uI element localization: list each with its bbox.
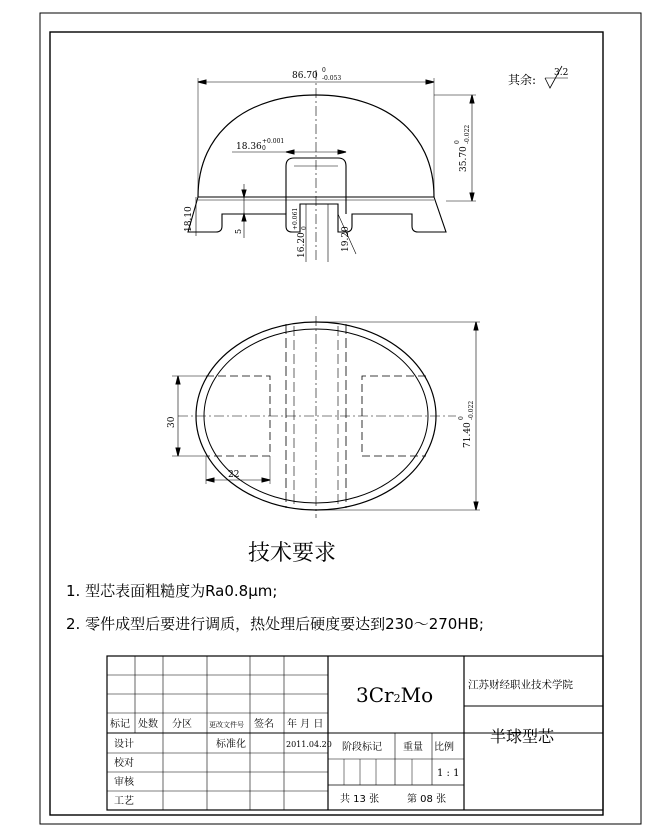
tb-school: 江苏财经职业技术学院: [468, 679, 573, 691]
dim-slot-tol-lower: 0: [262, 145, 266, 152]
base-profile: [188, 197, 446, 232]
tb-scale: 1 : 1: [437, 768, 460, 779]
dim-stem-depth: 19.20: [341, 226, 351, 252]
dim-plan-total: 71.40: [463, 422, 473, 448]
tb-bili: 比例: [434, 742, 454, 753]
surface-note: 其余:: [508, 73, 537, 87]
tb-jiaodui: 校对: [114, 758, 134, 769]
outer-frame: [40, 13, 641, 824]
tech-title: 技术要求: [248, 541, 337, 566]
dim-height-right: 35.70: [459, 146, 469, 172]
tech-item-2: 2. 零件成型后要进行调质，热处理后硬度要达到230～270HB;: [66, 615, 484, 633]
tb-chushu: 处数: [138, 719, 158, 730]
dim-plan-tol-upper: 0: [458, 416, 465, 420]
surface-value: 3.2: [554, 68, 569, 78]
dim-width-tol-upper: 0: [322, 67, 326, 74]
dim-slot-width: 18.36: [236, 142, 262, 152]
dim-plan-width: 22: [228, 470, 240, 480]
tb-sheji: 设计: [114, 739, 134, 750]
dim-plan-height: 30: [167, 416, 177, 428]
dim-stem-tol-lower: 0: [301, 226, 308, 230]
tb-jieduan: 阶段标记: [342, 742, 382, 753]
tb-zhongliang: 重量: [403, 742, 423, 753]
tb-shenhe: 审核: [114, 777, 134, 788]
tb-biaoji: 标记: [110, 719, 130, 730]
dim-stem-width: 16.20: [297, 232, 307, 258]
dim-stem-tol-upper: +0.061: [292, 207, 299, 230]
tb-gongyi: 工艺: [114, 796, 134, 807]
dim-small-five: 5: [234, 228, 243, 234]
dim-width-tol-lower: -0.053: [322, 75, 342, 82]
tb-gengai: 更改文件号: [209, 721, 244, 729]
tb-design-date: 2011.04.20: [286, 740, 332, 749]
dim-width-main: 86.70: [292, 71, 318, 81]
tb-sheets-total: 共 13 张: [340, 794, 380, 805]
tb-material: 3Cr2Mo: [356, 683, 434, 707]
dim-slot-tol-upper: +0.001: [262, 138, 285, 145]
tb-biaozhunhua: 标准化: [216, 739, 246, 750]
front-view: [188, 70, 476, 262]
tb-sheet-no: 第 08 张: [407, 794, 447, 805]
tb-date-label: 年 月 日: [287, 719, 324, 730]
tech-item-1: 1. 型芯表面粗糙度为Ra0.8μm;: [66, 582, 278, 600]
dim-left-height: 18.10: [184, 206, 194, 232]
dim-height-tol-lower: -0.022: [464, 124, 471, 144]
tb-fenqu: 分区: [172, 719, 192, 730]
tb-part-name: 半球型芯: [490, 727, 555, 746]
dim-height-tol-upper: 0: [454, 140, 461, 144]
dim-plan-tol-lower: -0.022: [468, 400, 475, 420]
tb-qianming: 签名: [254, 719, 274, 730]
plan-view: [172, 316, 480, 518]
inner-frame: [50, 32, 603, 815]
